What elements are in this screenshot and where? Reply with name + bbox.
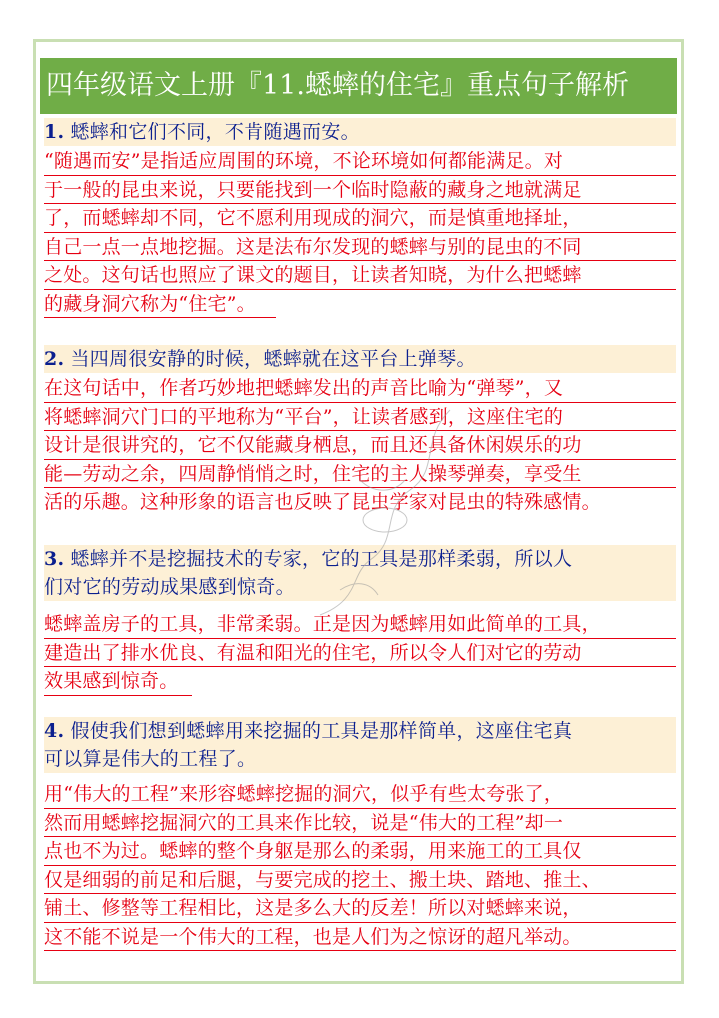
answer-line: “随遇而安”是指适应周围的环境，不论环境如何都能满足。对 — [44, 147, 676, 176]
answer-line: 自己一点一点地挖掘。这是法布尔发现的蟋蟀与别的昆虫的不同 — [44, 233, 676, 262]
answer-line: 效果感到惊奇。 — [44, 667, 192, 696]
answer-line: 仅是细弱的前足和后腿，与要完成的挖土、搬土块、踏地、推土、 — [44, 866, 676, 895]
answer-1 — [44, 147, 676, 327]
question-number: 2. — [44, 348, 65, 370]
answer-line: 点也不为过。蟋蟀的整个身躯是那么的柔弱，用来施工的工具仅 — [44, 837, 676, 866]
answer-line: 然而用蟋蟀挖掘洞穴的工具来作比较，说是“伟大的工程”却一 — [44, 809, 676, 838]
answer-line: 建造出了排水优良、有温和阳光的住宅，所以令人们对它的劳动 — [44, 639, 676, 668]
page-title: 四年级语文上册『11.蟋蟀的住宅』重点句子解析 — [40, 58, 677, 114]
answer-line: 用“伟大的工程”来形容蟋蟀挖掘的洞穴，似乎有些太夸张了， — [44, 780, 676, 809]
answer-line: 能—劳动之余，四周静悄悄之时，住宅的主人操琴弹奏，享受生 — [44, 460, 676, 489]
answer-line: 这不能不说是一个伟大的工程，也是人们为之惊讶的超凡举动。 — [44, 923, 676, 952]
question-number: 3. — [44, 548, 65, 570]
answer-line: 了，而蟋蟀却不同，它不愿利用现成的洞穴，而是慎重地择址， — [44, 204, 676, 233]
answer-line: 蟋蟀盖房子的工具，非常柔弱。正是因为蟋蟀用如此简单的工具， — [44, 610, 676, 639]
answer-4 — [44, 780, 676, 951]
question-text: 蟋蟀和它们不同，不肯随遇而安。 — [70, 121, 360, 143]
question-number: 1. — [44, 121, 65, 143]
question-number: 4. — [44, 720, 65, 742]
answer-line: 之处。这句话也照应了课文的题目，让读者知晓，为什么把蟋蟀 — [44, 261, 676, 290]
question-2 — [44, 345, 676, 373]
question-text: 们对它的劳动成果感到惊奇。 — [44, 576, 295, 598]
answer-line: 铺土、修整等工程相比，这是多么大的反差！所以对蟋蟀来说， — [44, 894, 676, 923]
answer-line: 的藏身洞穴称为“住宅”。 — [44, 290, 276, 319]
answer-2 — [44, 374, 676, 517]
answer-line: 将蟋蟀洞穴门口的平地称为“平台”，让读者感到，这座住宅的 — [44, 403, 676, 432]
question-text: 当四周很安静的时候，蟋蟀就在这平台上弹琴。 — [70, 348, 476, 370]
question-text: 假使我们想到蟋蟀用来挖掘的工具是那样简单，这座住宅真 — [70, 720, 573, 742]
answer-line: 活的乐趣。这种形象的语言也反映了昆虫学家对昆虫的特殊感情。 — [44, 491, 601, 513]
answer-line: 在这句话中，作者巧妙地把蟋蟀发出的声音比喻为“弹琴”，又 — [44, 374, 676, 403]
question-text: 可以算是伟大的工程了。 — [44, 748, 257, 770]
question-text: 蟋蟀并不是挖掘技术的专家，它的工具是那样柔弱，所以人 — [70, 548, 573, 570]
question-1 — [44, 118, 676, 146]
answer-3 — [44, 610, 676, 704]
answer-line: 设计是很讲究的，它不仅能藏身栖息，而且还具备休闲娱乐的功 — [44, 431, 676, 460]
answer-line: 于一般的昆虫来说，只要能找到一个临时隐蔽的藏身之地就满足 — [44, 176, 676, 205]
question-3 — [44, 545, 676, 601]
question-4 — [44, 717, 676, 773]
